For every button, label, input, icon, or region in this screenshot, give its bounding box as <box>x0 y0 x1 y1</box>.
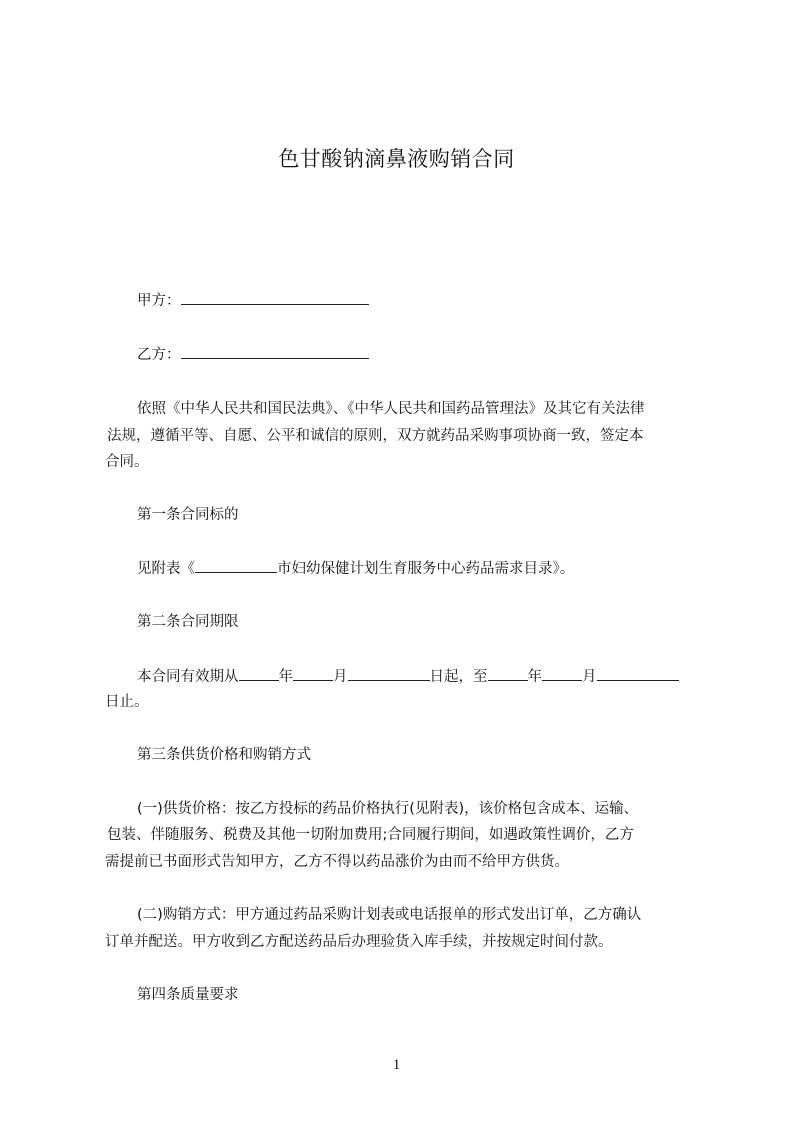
article-3-p1-line-3: 需提前已书面形式告知甲方，乙方不得以药品涨价为由而不给甲方供货。 <box>105 854 569 870</box>
party-a-line <box>137 290 369 311</box>
article-3-p1-line-2: 包装、伴随服务、税费及其他一切附加费用;合同履行期间，如遇政策性调价，乙方 <box>107 827 634 843</box>
intro-line-3: 合同。 <box>105 454 149 470</box>
month2-label: 月 <box>582 669 597 685</box>
month-label: 月 <box>333 669 348 685</box>
article-3-p2-line-1: (二)购销方式：甲方通过药品采购计划表或电话报单的形式发出订单，乙方确认 <box>137 907 642 923</box>
start-day-blank <box>348 666 430 681</box>
party-b-blank <box>181 344 369 359</box>
article-3-heading: 第三条供货价格和购销方式 <box>137 747 311 763</box>
article-2-heading: 第二条合同期限 <box>137 614 239 630</box>
party-a-blank <box>181 290 369 305</box>
article-2-text <box>137 666 679 687</box>
article-4-heading: 第四条质量要求 <box>137 987 239 1003</box>
year2-label: 年 <box>527 669 542 685</box>
end-month-blank <box>542 666 582 681</box>
start-year-blank <box>239 666 279 681</box>
document-title: 色甘酸钠滴鼻液购销合同 <box>278 147 515 171</box>
city-blank <box>195 558 277 573</box>
intro-line-1: 依照《中华人民共和国民法典》、《中华人民共和国药品管理法》及其它有关法律 <box>137 401 645 417</box>
intro-line-2: 法规，遵循平等、自愿、公平和诚信的原则，双方就药品采购事项协商一致，签定本 <box>107 428 644 444</box>
start-month-blank <box>293 666 333 681</box>
article-2-end: 日止。 <box>105 694 149 710</box>
year-label: 年 <box>278 669 293 685</box>
article-1-text <box>137 558 574 579</box>
article-3-p2-line-2: 订单并配送。甲方收到乙方配送药品后办理验货入库手续，并按规定时间付款。 <box>105 934 613 950</box>
party-a-label: 甲方： <box>137 293 181 309</box>
article-1-prefix: 见附表《 <box>137 561 195 577</box>
day-start-label: 日起，至 <box>429 669 488 685</box>
article-1-suffix: 市妇幼保健计划生育服务中心药品需求目录》。 <box>277 561 575 577</box>
page-number: 1 <box>392 1057 401 1073</box>
party-b-label: 乙方： <box>137 347 181 363</box>
end-day-blank <box>597 666 679 681</box>
article-1-heading: 第一条合同标的 <box>137 507 239 523</box>
end-year-blank <box>488 666 528 681</box>
party-b-line <box>137 344 369 365</box>
article-2-start: 本合同有效期从 <box>137 669 239 685</box>
article-3-p1-line-1: (一)供货价格：按乙方投标的药品价格执行(见附表)，该价格包含成本、运输、 <box>137 801 639 817</box>
